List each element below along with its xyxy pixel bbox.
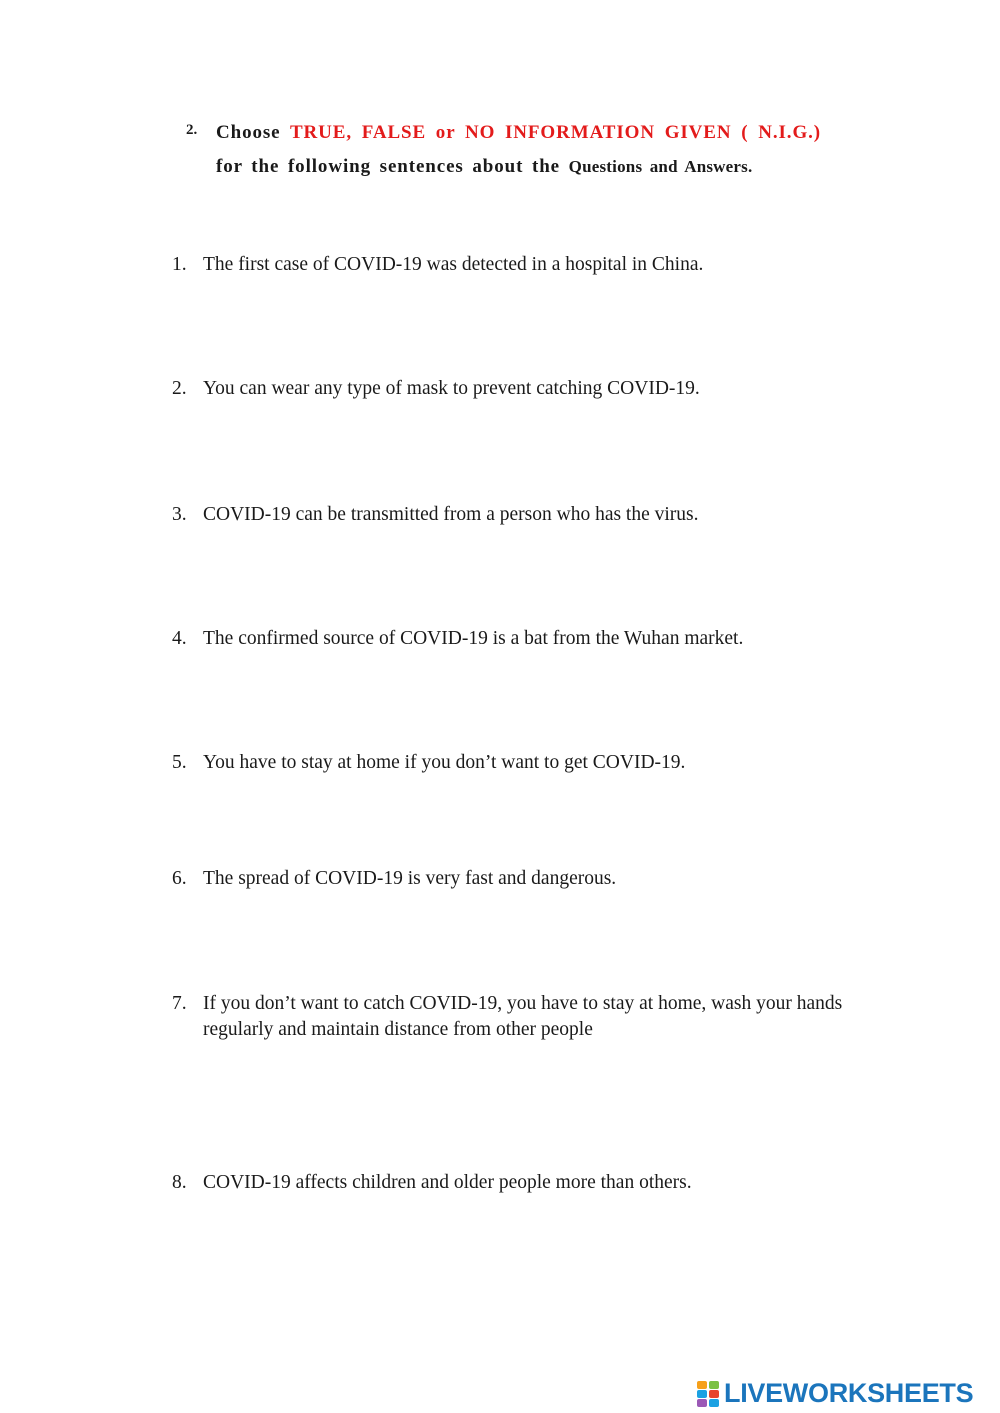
instruction-number: 2. bbox=[186, 122, 198, 138]
instruction-lead: Choose bbox=[216, 122, 281, 143]
question-text: COVID-19 can be transmitted from a person who has the virus. bbox=[203, 504, 699, 525]
question-text: The first case of COVID-19 was detected in a hospital in China. bbox=[203, 254, 704, 275]
question-text: If you don’t want to catch COVID-19, you have to stay at home, wash your hands regularly and maintain distance from other people bbox=[203, 993, 843, 1040]
question-number: 1. bbox=[172, 254, 187, 275]
question-number: 3. bbox=[172, 504, 187, 525]
question-number: 8. bbox=[172, 1172, 187, 1193]
instruction-text bbox=[216, 116, 821, 184]
question-number: 4. bbox=[172, 628, 187, 649]
question-text: You can wear any type of mask to prevent catching COVID-19. bbox=[203, 378, 700, 399]
question-text: You have to stay at home if you don’t want to get COVID-19. bbox=[203, 752, 686, 773]
question-text: COVID-19 affects children and older people more than others. bbox=[203, 1172, 692, 1193]
instruction-highlight-line1: TRUE, FALSE or NO INFORMATION GIVEN ( bbox=[289, 122, 749, 143]
instruction-highlight-line2: N.I.G.) bbox=[758, 122, 822, 143]
question-number: 5. bbox=[172, 752, 187, 773]
question-text: The spread of COVID-19 is very fast and dangerous. bbox=[203, 868, 617, 889]
logo-text: LIVEWORKSHEETS bbox=[724, 1377, 974, 1408]
liveworksheets-logo-icon bbox=[697, 1379, 721, 1407]
question-number: 7. bbox=[172, 993, 187, 1014]
question-number: 6. bbox=[172, 868, 187, 889]
instruction-rest: for the following sentences about the bbox=[216, 156, 561, 177]
instruction-tail: Questions and Answers. bbox=[568, 157, 753, 176]
question-number: 2. bbox=[172, 378, 187, 399]
question-text: The confirmed source of COVID-19 is a bat from the Wuhan market. bbox=[203, 628, 744, 649]
liveworksheets-logo[interactable] bbox=[697, 1377, 973, 1409]
